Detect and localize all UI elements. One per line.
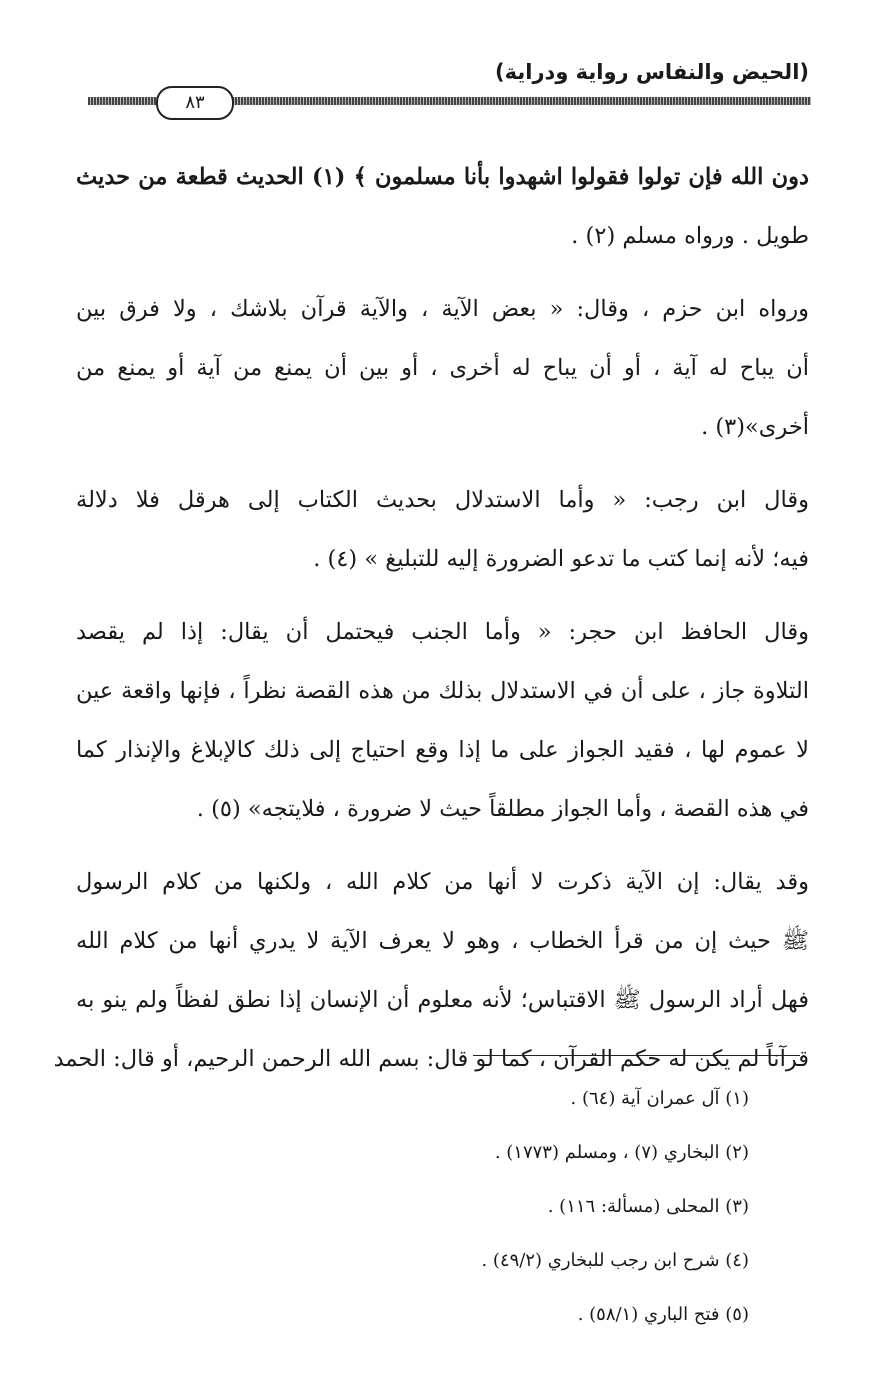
footnotes: [481, 1072, 749, 1342]
text-line: في هذه القصة ، وأما الجواز مطلقاً حيث لا ضرورة ، فلايتجه» (٥) .: [196, 796, 809, 822]
text-line: لا عموم لها ، فقيد الجواز على ما إذا وقع احتياج إلى ذلك كالإبلاغ والإنذار كما: [76, 737, 809, 763]
footnote: (٣) المحلى (مسألة: ١١٦) .: [547, 1196, 749, 1217]
footnote: (٤) شرح ابن رجب للبخاري (٤٩/٢) .: [481, 1250, 749, 1271]
text-line: وقال ابن رجب: « وأما الاستدلال بحديث الكتاب إلى هرقل فلا دلالة: [76, 487, 809, 513]
footnote: (٢) البخاري (٧) ، ومسلم (١٧٧٣) .: [494, 1142, 749, 1163]
text-line: وقد يقال: إن الآية ذكرت لا أنها من كلام الله ، ولكنها من كلام الرسول: [76, 869, 809, 895]
text-line: التلاوة جاز ، على أن في الاستدلال بذلك من هذه القصة نظراً ، فإنها واقعة عين: [76, 678, 809, 704]
text-line: قرآناً لم يكن له حكم القرآن ، كما لو قال: بسم الله الرحمن الرحيم، أو قال: الحمد: [53, 1046, 809, 1072]
text-line: دون الله فإن تولوا فقولوا اشهدوا بأنا مسلمون ﴾ (١) الحديث قطعة من حديث: [76, 164, 809, 190]
body-text: [53, 148, 809, 1089]
text-line: أخرى»(٣) .: [701, 414, 809, 440]
text-line: وقال الحافظ ابن حجر: « وأما الجنب فيحتمل أن يقال: إذا لم يقصد: [76, 619, 809, 645]
text-line: طويل . ورواه مسلم (٢) .: [571, 223, 809, 249]
footnote-separator: [473, 1055, 800, 1056]
text-line: أن يباح له آية ، أو أن يباح له أخرى ، أو بين أن يمنع من آية أو يمنع من: [76, 355, 809, 381]
page-number: ٨٣: [156, 86, 234, 120]
text-line: فيه؛ لأنه إنما كتب ما تدعو الضرورة إليه للتبليغ » (٤) .: [313, 546, 809, 572]
running-title: (الحيض والنفاس رواية ودراية): [495, 60, 809, 84]
footnote: (١) آل عمران آية (٦٤) .: [570, 1088, 749, 1109]
text-line: ورواه ابن حزم ، وقال: « بعض الآية ، والآية قرآن بلاشك ، ولا فرق بين: [76, 296, 809, 322]
footnote: (٥) فتح الباري (٥٨/١) .: [577, 1304, 749, 1325]
text-line: فهل أراد الرسول ﷺ الاقتباس؛ لأنه معلوم أن الإنسان إذا نطق لفظاً ولم ينو به: [76, 987, 809, 1013]
text-line: ﷺ حيث إن من قرأ الخطاب ، وهو لا يعرف الآية لا يدري أنها من كلام الله: [76, 928, 809, 954]
